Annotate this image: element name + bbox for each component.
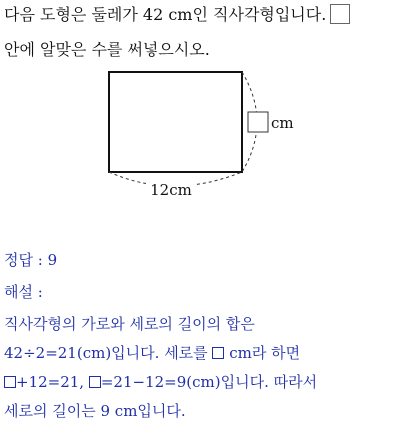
solution-line-1: 직사각형의 가로와 세로의 길이의 합은 — [4, 315, 255, 333]
height-unit-label: cm — [271, 114, 294, 132]
question-text-1: 다음 도형은 둘레가 42 cm인 직사각형입니다. — [4, 5, 327, 24]
height-blank-box[interactable] — [248, 112, 268, 132]
solution-line-3b: =21−12=9(cm)입니다. 따라서 — [100, 373, 318, 391]
solution-line-3a: +12=21, — [16, 373, 89, 391]
unknown-box — [212, 347, 224, 359]
solution-line-4: 세로의 길이는 9 cm입니다. — [4, 402, 186, 420]
solution-line-2a: 42÷2=21(cm)입니다. 세로를 — [4, 344, 213, 362]
solution-line-2 — [4, 343, 300, 363]
solution-line-3 — [4, 372, 317, 392]
question-text-2: 안에 알맞은 수를 써넣으시오. — [4, 40, 210, 59]
unknown-box — [89, 376, 101, 388]
unknown-box — [4, 376, 16, 388]
width-label: 12cm — [150, 181, 192, 199]
rectangle-shape — [109, 72, 242, 172]
explain-header: 해설 : — [4, 283, 43, 301]
solution-line-2b: cm라 하면 — [224, 344, 301, 362]
answer-line: 정답 : 9 — [4, 251, 58, 269]
